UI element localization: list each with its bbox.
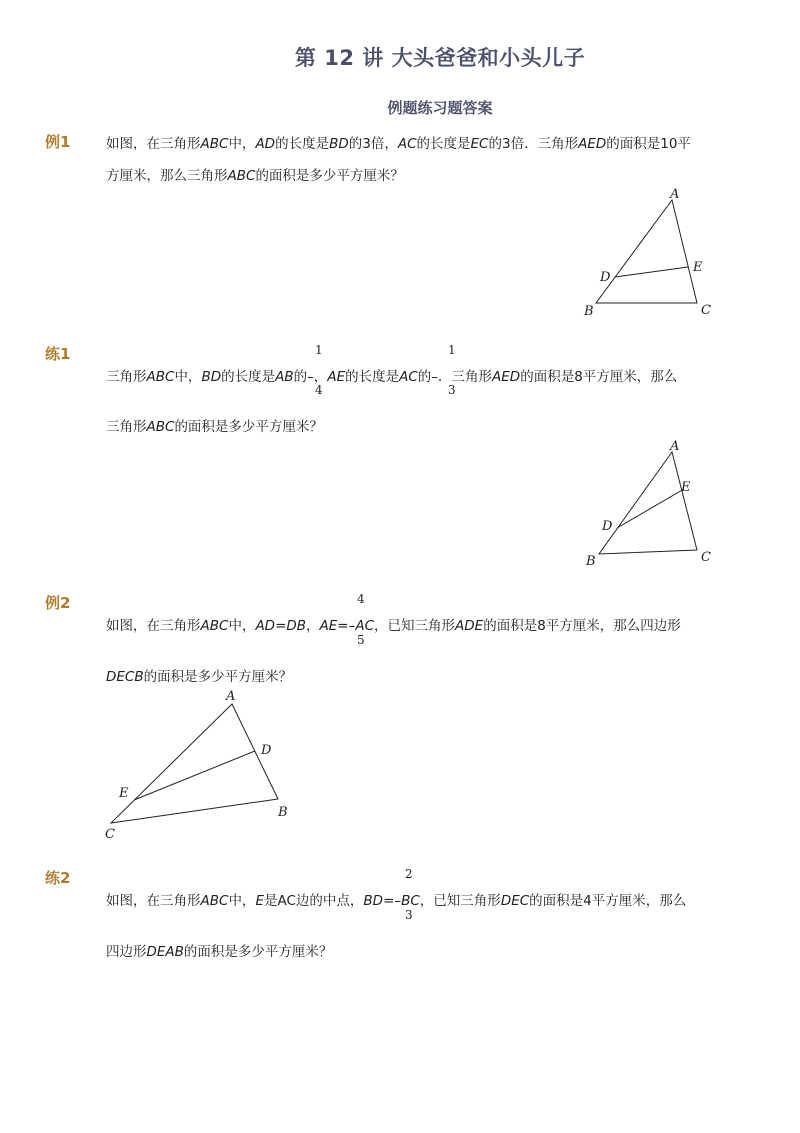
point-c-label: C [701, 550, 711, 565]
segment-de [617, 489, 684, 528]
section-subtitle: 例题练习题答案 [387, 99, 493, 117]
triangle-abc [599, 452, 697, 554]
point-d-label: D [600, 270, 611, 285]
segment-de [615, 267, 688, 277]
point-c-label: C [105, 827, 115, 842]
point-d-label: D [602, 519, 613, 534]
problem-ex2-line2: DECB的面积是多少平方厘米？ [106, 669, 293, 685]
page-title: 第 12 讲 大头爸爸和小头儿子 [294, 46, 586, 70]
problem-pr1-line2: 三角形ABC的面积是多少平方厘米？ [106, 419, 323, 435]
problem-pr2-line1: 如图，在三角形ABC中，E是AC边的中点，BD=–BC，已知三角形DEC的面积是4平方厘米，那么 [106, 893, 687, 909]
point-d-label: D [261, 743, 272, 758]
fraction-1-4-numerator: 1 [315, 343, 323, 357]
problem-label-pr2: 练2 [45, 869, 71, 887]
point-a-label: A [226, 689, 236, 704]
point-b-label: B [584, 304, 594, 319]
point-e-label: E [681, 480, 691, 495]
triangle-abc [596, 200, 697, 303]
point-e-label: E [693, 260, 703, 275]
fraction-4-5-denominator: 5 [357, 633, 365, 647]
fraction-1-4-denominator: 4 [315, 383, 323, 397]
point-b-label: B [278, 805, 288, 820]
problem-ex2-line1: 如图，在三角形ABC中，AD=DB，AE=–AC，已知三角形ADE的面积是8平方厘米，那么四边形 [106, 618, 681, 634]
fraction-2-3-denominator: 3 [405, 908, 413, 922]
problem-pr1-line1: 三角形ABC中，BD的长度是AB的–，AE的长度是AC的–．三角形AED的面积是8平方厘米，那么 [106, 369, 678, 385]
fraction-1-3-numerator: 1 [448, 343, 456, 357]
problem-pr2-line2: 四边形DEAB的面积是多少平方厘米？ [106, 944, 333, 960]
problem-ex1-line2: 方厘米，那么三角形ABC的面积是多少平方厘米？ [106, 168, 404, 184]
fraction-2-3-numerator: 2 [405, 867, 413, 881]
problem-ex1-line1: 如图，在三角形ABC中，AD的长度是BD的3倍，AC的长度是EC的3倍．三角形AED的面积是10平 [106, 136, 691, 152]
fraction-4-5-numerator: 4 [357, 592, 365, 606]
point-b-label: B [586, 554, 596, 569]
figure-ex1 [580, 185, 720, 320]
figure-ex2 [95, 685, 310, 845]
point-c-label: C [701, 303, 711, 318]
point-a-label: A [670, 187, 680, 202]
problem-label-ex2: 例2 [45, 594, 71, 612]
fraction-1-3-denominator: 3 [448, 383, 456, 397]
segment-de [134, 751, 255, 800]
problem-label-pr1: 练1 [45, 345, 71, 363]
figure-pr1 [580, 435, 720, 570]
point-a-label: A [670, 439, 680, 454]
triangle-abc [111, 704, 278, 823]
point-e-label: E [119, 786, 129, 801]
problem-label-ex1: 例1 [45, 133, 71, 151]
